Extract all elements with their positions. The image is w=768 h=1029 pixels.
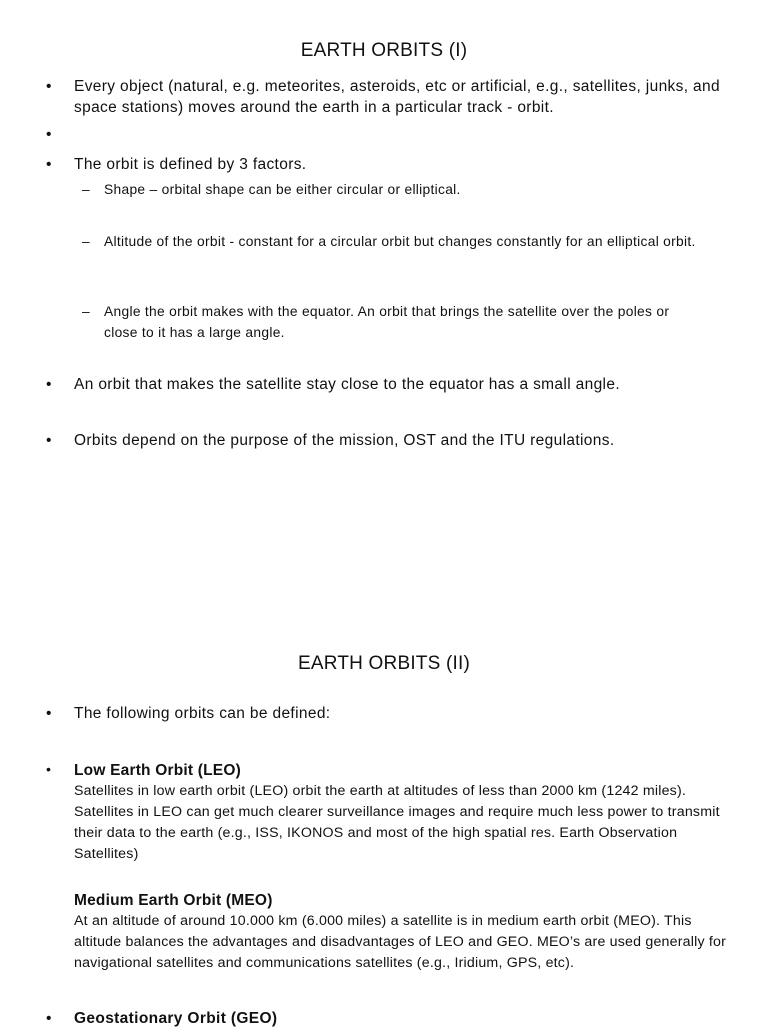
bullet-following-orbits: • The following orbits can be defined: — [74, 703, 734, 724]
slide-2-title: EARTH ORBITS (II) — [298, 653, 470, 674]
bullet-geo — [74, 1008, 734, 1029]
bullet-empty — [74, 124, 734, 145]
bullet-orbit-factors: • The orbit is defined by 3 factors. — [74, 154, 734, 175]
meo-block — [74, 890, 734, 974]
geo-heading: • Geostationary Orbit (GEO) — [74, 1010, 278, 1027]
bullet-purpose: • Orbits depend on the purpose of the mission, OST and the ITU regulations. — [74, 430, 734, 451]
bullet-every-object: • Every object (natural, e.g. meteorites, asteroids, etc or artificial, e.g., satellites, junks, and space stations) moves around the earth in a particular track - orbit. — [74, 76, 734, 118]
leo-heading: • Low Earth Orbit (LEO) — [74, 762, 241, 779]
sub-altitude: – Altitude of the orbit - constant for a circular orbit but changes constantly for an elliptical orbit. — [104, 231, 704, 252]
meo-description: At an altitude of around 10.000 km (6.000 miles) a satellite is in medium earth orbit (MEO). This altitude balances the advantages and disadvantages of LEO and GEO. MEO’s are used generally for navigational satellites and communications satellites (e.g., Iridium, GPS, etc). — [74, 913, 727, 971]
slide-1-title: EARTH ORBITS (I) — [300, 40, 468, 61]
meo-heading: Medium Earth Orbit (MEO) — [74, 892, 273, 909]
bullet-leo — [74, 760, 734, 865]
leo-description: Satellites in low earth orbit (LEO) orbit the earth at altitudes of less than 2000 km (1242 miles). Satellites in LEO can get much clearer surveillance images and require much less power to transmit their data to the earth (e.g., ISS, IKONOS and most of the high spatial res. Earth Observation Satellites) — [74, 783, 720, 862]
sub-angle: – Angle the orbit makes with the equator. An orbit that brings the satellite over the poles or close to it has a large angle. — [104, 301, 704, 343]
sub-shape: – Shape – orbital shape can be either circular or elliptical. — [104, 179, 704, 200]
bullet-small-angle: • An orbit that makes the satellite stay close to the equator has a small angle. — [74, 374, 734, 395]
